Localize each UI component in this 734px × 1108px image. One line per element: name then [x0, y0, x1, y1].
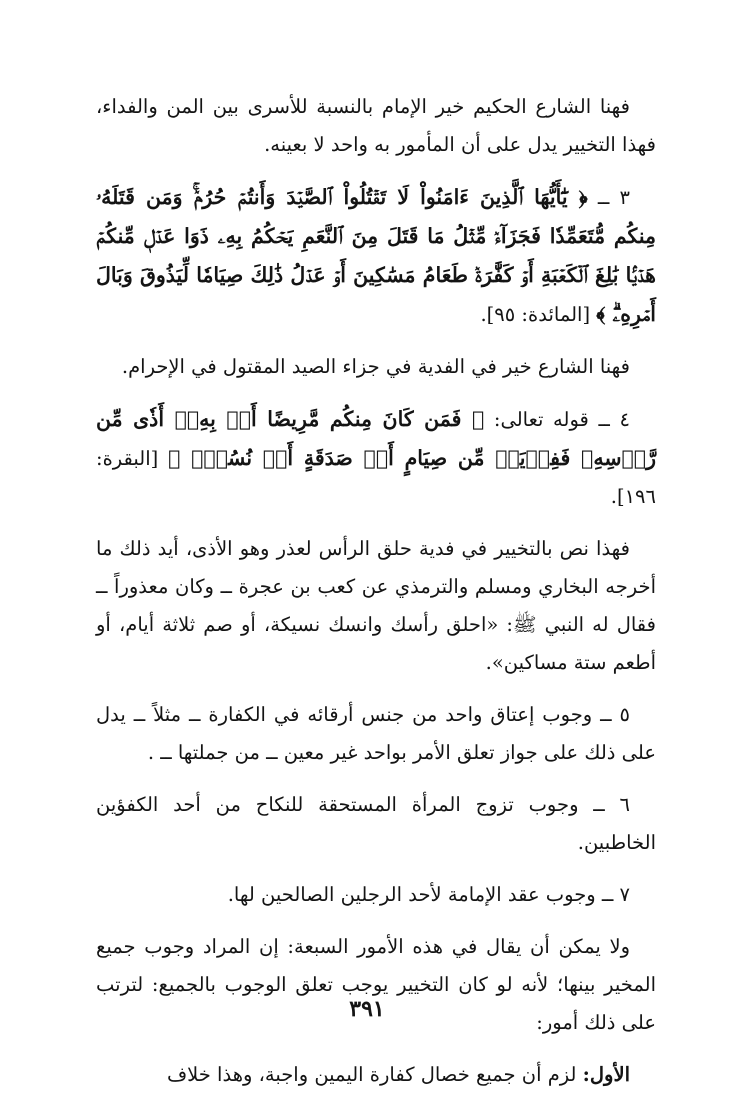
paragraph-lead-word: الأول: — [582, 1063, 630, 1086]
paragraph-seven-matters — [96, 928, 656, 1042]
paragraph-item-5-freeing-slave — [96, 696, 656, 772]
item-number: ٣ ــ — [587, 186, 630, 209]
paragraph-text: فهنا الشارع الحكيم خير الإمام بالنسبة للأسرى بين المن والفداء، فهذا التخيير يدل على أن المأمور به واحد لا بعينه. — [96, 95, 656, 156]
paragraph-text: فهنا الشارع خير في الفدية في جزاء الصيد المقتول في الإحرام. — [121, 355, 630, 378]
paragraph-text: ٥ ــ وجوب إعتاق واحد من جنس أرقائه في الكفارة ــ مثلاً ــ يدل على ذلك على جواز تعلق الأمر بواحد غير معين ــ من جملتها ــ . — [96, 703, 656, 764]
quran-verse: ﴿ يَٰٓأَيُّهَا ٱلَّذِينَ ءَامَنُواْ لَا تَقۡتُلُواْ ٱلصَّيۡدَ وَأَنتُمۡ حُرُمٞۚ وَمَن قَتَلَهُۥ مِنكُم مُّتَعَمِّدٗا فَجَزَآءٞ مِّثۡلُ مَا قَتَلَ مِنَ ٱلنَّعَمِ يَحۡكُمُ بِهِۦ ذَوَا عَدۡلٖ مِّنكُمۡ هَدۡيَۢا بَٰلِغَ ٱلۡكَعۡبَةِ أَوۡ كَفَّٰرَةٞ طَعَامُ مَسَٰكِينَ أَوۡ عَدۡلُ ذَٰلِكَ صِيَامٗا لِّيَذُوقَ وَبَالَ أَمۡرِهِۦۗ ﴾ — [96, 185, 656, 326]
verse-reference: [البقرة: ١٩٦]. — [96, 447, 656, 508]
verse-reference: [المائدة: ٩٥]. — [480, 303, 597, 326]
paragraph-head-shaving-ransom — [96, 530, 656, 682]
paragraph-item-4-illness-verse — [96, 400, 656, 516]
paragraph-item-6-marriage — [96, 786, 656, 862]
quran-verse: ﴿ فَمَن كَانَ مِنكُم مَّرِيضًا أَوۡ بِهِۦٓ أَذٗى مِّن رَّأۡسِهِۦ فَفِدۡيَةٞ مِّن صِيَامٍ أَوۡ صَدَقَةٍ أَوۡ نُسُكٖۚ ﴾ — [96, 407, 656, 470]
paragraph-text: ٦ ــ وجوب تزوج المرأة المستحقة للنكاح من أحد الكفؤين الخاطبين. — [96, 793, 656, 854]
paragraph-first-consequence — [96, 1056, 656, 1094]
page-number: ٣٩١ — [349, 996, 385, 1022]
paragraph-item-7-imamate — [96, 876, 656, 914]
paragraph-text: فهذا نص بالتخيير في فدية حلق الرأس لعذر وهو الأذى، أيد ذلك ما أخرجه البخاري ومسلم والترمذي عن كعب بن عجرة ــ وكان معذوراً ــ فقال له النبي ﷺ: «احلق رأسك وانسك نسيكة، أو صم ثلاثة أيام، أو أطعم ستة مساكين». — [96, 537, 656, 674]
item-number: ٤ ــ قوله تعالى: — [484, 408, 630, 431]
page-body — [96, 88, 656, 1108]
paragraph-item-3-hunting-verse — [96, 178, 656, 334]
paragraph-hunting-ransom — [96, 348, 656, 386]
paragraph-text: ولا يمكن أن يقال في هذه الأمور السبعة: إن المراد وجوب جميع المخير بينها؛ لأنه لو كان التخيير يوجب تعلق الوجوب بالجميع: لترتب على ذلك أمور: — [96, 935, 656, 1034]
paragraph-text: ٧ ــ وجوب عقد الإمامة لأحد الرجلين الصالحين لها. — [227, 883, 630, 906]
paragraph-text: لزم أن جميع خصال كفارة اليمين واجبة، وهذا خلاف — [166, 1063, 583, 1086]
paragraph-captives-choice — [96, 88, 656, 164]
